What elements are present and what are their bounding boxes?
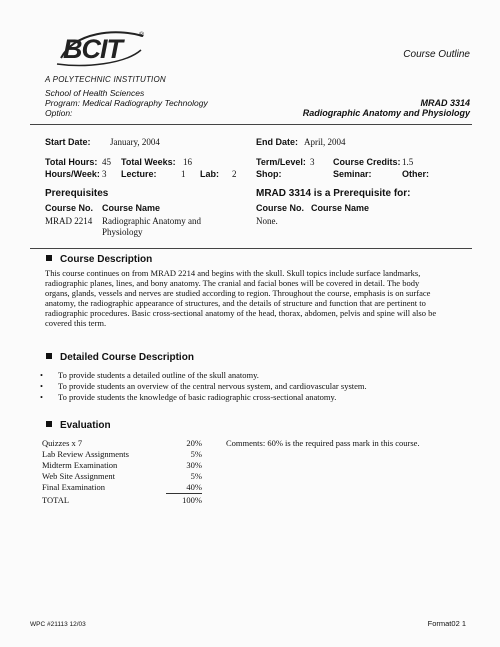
program-name: Program: Medical Radiography Technology (45, 98, 208, 108)
detailed-description-title: Detailed Course Description (60, 352, 194, 363)
prereq-for-none: None. (256, 216, 278, 226)
lab-value: 2 (232, 169, 237, 179)
bcit-logo (55, 28, 145, 72)
course-description-heading (46, 254, 152, 265)
prereq-col-course-no: Course No. (45, 203, 94, 213)
eval-value: 100% (182, 495, 202, 505)
eval-label: Web Site Assignment (42, 471, 115, 481)
eval-label: Lab Review Assignments (42, 449, 129, 459)
prereq-col-course-name: Course Name (102, 203, 161, 213)
header-divider (30, 124, 472, 125)
seminar-label: Seminar: (333, 169, 372, 179)
institution-tagline: A POLYTECHNIC INSTITUTION (45, 75, 166, 84)
description-line: This course continues on from MRAD 2214 and begins with the skull. Skull topics include surface landmarks, (45, 268, 421, 278)
prereq-course-no: MRAD 2214 (45, 216, 93, 226)
eval-label: Midterm Examination (42, 460, 118, 470)
term-level-label: Term/Level: (256, 157, 306, 167)
description-line: radiographic planes, lines, and bony anatomy. The cranial and facial bones will be covered in detail. The body (45, 278, 420, 288)
doc-type: Course Outline (403, 49, 470, 60)
list-item (40, 392, 336, 402)
prerequisite-for-heading: MRAD 3314 is a Prerequisite for: (256, 188, 411, 199)
total-weeks-value: 16 (183, 157, 192, 167)
start-date-label: Start Date: (45, 137, 91, 147)
evaluation-title: Evaluation (60, 420, 111, 431)
course-credits-label: Course Credits: (333, 157, 401, 167)
eval-value: 20% (186, 438, 202, 448)
info-divider (30, 248, 472, 249)
lab-label: Lab: (200, 169, 219, 179)
prereq-for-col-course-name: Course Name (311, 203, 370, 213)
lecture-value: 1 (181, 169, 186, 179)
table-row (42, 482, 202, 492)
logo-registered-mark: ® (139, 32, 145, 39)
total-weeks-label: Total Weeks: (121, 157, 176, 167)
eval-label: Quizzes x 7 (42, 438, 83, 448)
prereq-course-name-line1: Radiographic Anatomy and (102, 216, 201, 226)
course-description-body (45, 268, 475, 328)
bullet-icon: • (40, 370, 43, 380)
prerequisites-heading: Prerequisites (45, 188, 109, 199)
term-level-value: 3 (310, 157, 315, 167)
prereq-for-col-course-no: Course No. (256, 203, 305, 213)
eval-value: 5% (190, 471, 202, 481)
course-description-title: Course Description (60, 254, 153, 265)
start-date-value: January, 2004 (110, 137, 160, 147)
evaluation-heading (46, 420, 111, 431)
eval-value: 40% (186, 482, 202, 492)
table-row (42, 449, 202, 459)
eval-label: Final Examination (42, 482, 106, 492)
description-line: organs, glands, vessels and nerves are studied according to region. Throughout the course, emphasis is on surface (45, 288, 431, 298)
prereq-course-name-line2: Physiology (102, 227, 143, 237)
footer-left: WPC #21113 12/03 (30, 621, 86, 628)
shop-label: Shop: (256, 169, 282, 179)
course-code: MRAD 3314 (420, 98, 470, 108)
list-item (40, 381, 367, 391)
eval-value: 30% (186, 460, 202, 470)
description-line: covered this term. (45, 318, 107, 328)
detailed-description-heading (46, 352, 194, 363)
bullet-text: To provide students the knowledge of basic radiographic cross-sectional anatomy. (58, 392, 337, 402)
list-item (40, 370, 259, 380)
other-label: Other: (402, 169, 429, 179)
option-label: Option: (45, 108, 73, 118)
bullet-text: To provide students a detailed outline of the skull anatomy. (58, 370, 259, 380)
total-hours-value: 45 (102, 157, 111, 167)
description-line: anatomy, the radiographic appearance of structures, and the details of structure and function that are pertinent to (45, 298, 426, 308)
school-name: School of Health Sciences (45, 88, 145, 98)
course-credits-value: 1.5 (402, 157, 414, 167)
evaluation-comment: Comments: 60% is the required pass mark in this course. (226, 438, 420, 448)
course-title: Radiographic Anatomy and Physiology (302, 108, 470, 118)
table-row (42, 438, 202, 448)
section-square-icon (46, 353, 52, 359)
bullet-icon: • (40, 381, 43, 391)
total-rule (166, 493, 202, 494)
bullet-text: To provide students an overview of the central nervous system, and cardiovascular system. (58, 381, 367, 391)
hours-week-value: 3 (102, 169, 107, 179)
footer-right: Format02 1 (427, 619, 466, 628)
eval-label: TOTAL (42, 495, 70, 505)
bullet-icon: • (40, 392, 43, 402)
section-square-icon (46, 421, 52, 427)
table-row (42, 495, 202, 505)
table-row (42, 471, 202, 481)
end-date-value: April, 2004 (304, 137, 346, 147)
lecture-label: Lecture: (121, 169, 157, 179)
total-hours-label: Total Hours: (45, 157, 98, 167)
description-line: radiographic procedures. Basic cross-sectional anatomy of the head, thorax, abdomen, pelvis and spine will also be (45, 308, 437, 318)
end-date-label: End Date: (256, 137, 299, 147)
section-square-icon (46, 255, 52, 261)
table-row (42, 460, 202, 470)
eval-value: 5% (190, 449, 202, 459)
hours-week-label: Hours/Week: (45, 169, 100, 179)
logo-text: BCIT (63, 34, 122, 64)
